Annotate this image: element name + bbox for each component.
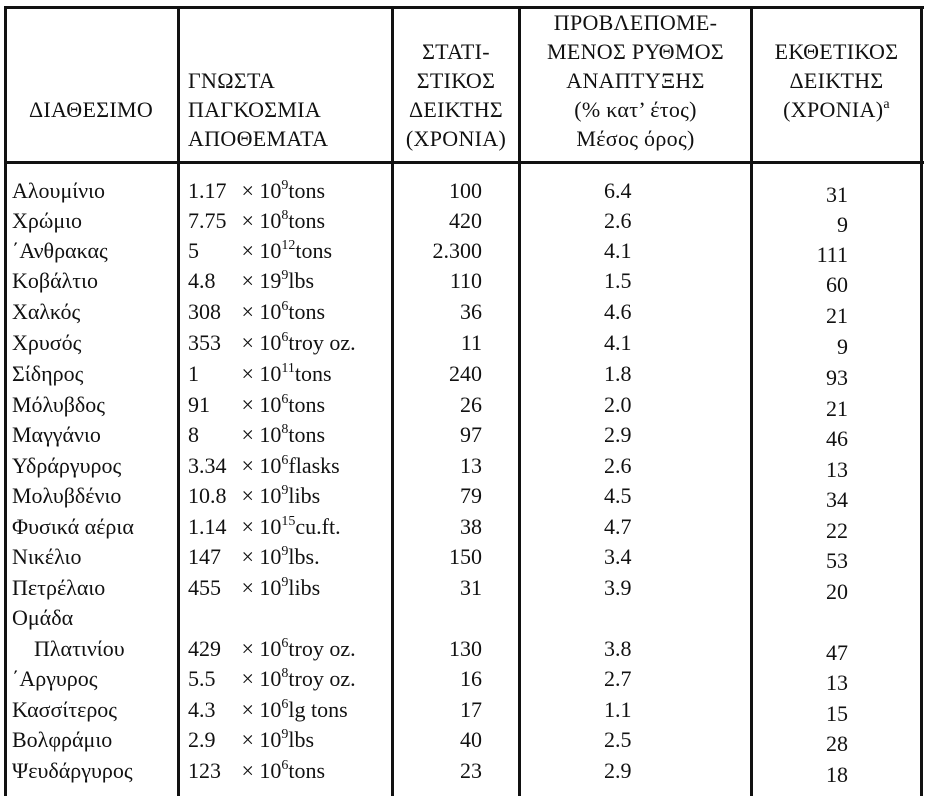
reserves-unit: troy oz. (288, 666, 356, 691)
reserves-unit: lbs (288, 727, 315, 752)
growth-rate-value: 1.5 (604, 268, 632, 293)
reserves-base: 10 (259, 453, 282, 478)
reserves-coefficient: 10.8 (188, 483, 227, 508)
growth-rate-value: 2.6 (604, 453, 632, 478)
reserves-value (188, 697, 348, 723)
exponential-index-value: 47 (826, 640, 848, 665)
static-index-value: 100 (449, 178, 482, 203)
resource-name: Βολφράμιο (12, 727, 113, 752)
reserves-exponent: 9 (281, 178, 289, 193)
reserves-base: 10 (259, 636, 282, 661)
static-index-value: 31 (460, 575, 482, 600)
resource-name: Νικέλιο (12, 544, 82, 569)
reserves-base: 10 (259, 697, 282, 722)
resource-name: Υδράργυρος (12, 453, 122, 478)
reserves-value (188, 483, 320, 509)
reserves-base: 10 (259, 330, 282, 355)
table-border-top (4, 6, 924, 9)
exponential-index-value: 31 (826, 182, 848, 207)
exponential-index-value: 60 (826, 272, 848, 297)
reserves-base: 10 (259, 299, 282, 324)
exponential-index-value: 21 (826, 396, 848, 421)
static-index-value: 240 (449, 361, 482, 386)
static-index-value: 17 (460, 697, 482, 722)
static-index-value: 40 (460, 727, 482, 752)
exponential-index-value: 18 (826, 762, 848, 787)
growth-rate-value: 4.6 (604, 299, 632, 324)
times-sign: × (236, 392, 260, 417)
reserves-base: 10 (259, 666, 282, 691)
reserves-coefficient: 4.3 (188, 697, 216, 722)
growth-rate-value: 2.7 (604, 666, 632, 691)
footnote-marker: a (883, 97, 890, 112)
times-sign: × (236, 758, 260, 783)
reserves-unit: flasks (288, 453, 340, 478)
static-index-value: 26 (460, 392, 482, 417)
exponential-index-value: 53 (826, 548, 848, 573)
reserves-value (188, 208, 325, 234)
exponential-index-value: 9 (837, 334, 848, 359)
growth-rate-value: 2.0 (604, 392, 632, 417)
static-index-value: 13 (460, 453, 482, 478)
reserves-value (188, 361, 332, 387)
reserves-exponent: 8 (281, 422, 289, 437)
reserves-coefficient: 1 (188, 361, 199, 386)
times-sign: × (236, 422, 260, 447)
resource-name: Μολυβδένιο (12, 483, 122, 508)
reserves-unit: tons (294, 361, 332, 386)
resource-name: Σίδηρος (12, 361, 84, 386)
exponential-index-value: 28 (826, 731, 848, 756)
reserves-unit: tons (288, 422, 326, 447)
reserves-value (188, 422, 325, 448)
times-sign: × (236, 483, 260, 508)
reserves-exponent: 6 (281, 697, 289, 712)
times-sign: × (236, 299, 260, 324)
times-sign: × (236, 514, 260, 539)
reserves-unit: libs (288, 575, 321, 600)
resource-name-cont: Πλατινίου (34, 636, 125, 661)
reserves-coefficient: 7.75 (188, 208, 227, 233)
header-growth-rate: ΠΡΟΒΛΕΠΟΜΕ- ΜΕΝΟΣ ΡΥΘΜΟΣ ΑΝΑΠΤΥΞΗΣ (% κατ’ έτος) Μέσος όρος) (547, 10, 724, 151)
reserves-base: 10 (259, 575, 282, 600)
exponential-index-value: 21 (826, 303, 848, 328)
reserves-unit: libs (288, 483, 321, 508)
reserves-coefficient: 4.8 (188, 268, 216, 293)
static-index-value: 97 (460, 422, 482, 447)
resource-name: Χρώμιο (12, 208, 83, 233)
reserves-unit: lbs (288, 268, 315, 293)
reserves-coefficient: 5 (188, 238, 199, 263)
exponential-index-value: 46 (826, 426, 848, 451)
times-sign: × (236, 453, 260, 478)
reserves-coefficient: 429 (188, 636, 221, 661)
exponential-index-value: 34 (826, 487, 848, 512)
static-index-value: 110 (449, 268, 482, 293)
header-reserves: ΓΝΩΣΤΑ ΠΑΓΚΟΣΜΙΑ ΑΠΟΘΕΜΑΤΑ (188, 68, 329, 151)
reserves-coefficient: 147 (188, 544, 221, 569)
growth-rate-value: 1.8 (604, 361, 632, 386)
resource-name: Αλουμίνιο (12, 178, 106, 203)
reserves-exponent: 8 (281, 208, 289, 223)
reserves-coefficient: 1.17 (188, 178, 227, 203)
reserves-unit: troy oz. (288, 636, 356, 661)
reserves-value (188, 636, 356, 662)
reserves-unit: tons (288, 758, 326, 783)
reserves-unit: troy oz. (288, 330, 356, 355)
exponential-index-value: 20 (826, 579, 848, 604)
resource-name: ΄Αργυρος (12, 666, 98, 691)
growth-rate-value: 6.4 (604, 178, 632, 203)
reserves-exponent: 6 (281, 636, 289, 651)
reserves-exponent: 6 (281, 453, 289, 468)
column-divider (177, 6, 180, 796)
reserves-exponent: 11 (281, 361, 295, 376)
reserves-exponent: 9 (281, 268, 289, 283)
times-sign: × (236, 666, 260, 691)
resource-name: Μαγγάνιο (12, 422, 101, 447)
column-divider (750, 6, 753, 796)
reserves-unit: tons (288, 299, 326, 324)
reserves-coefficient: 123 (188, 758, 221, 783)
reserves-value (188, 392, 325, 418)
reserves-value (188, 727, 314, 753)
reserves-exponent: 6 (281, 330, 289, 345)
resource-name: Κασσίτερος (12, 697, 118, 722)
times-sign: × (236, 727, 260, 752)
reserves-coefficient: 308 (188, 299, 221, 324)
reserves-exponent: 12 (281, 238, 296, 253)
header-resource: ΔΙΑΘΕΣΙΜΟ (28, 97, 154, 122)
header-exponential-index: ΕΚΘΕΤΙΚΟΣ ΔΕΙΚΤΗΣ $(XPONIA)^a$ (774, 39, 899, 122)
reserves-value (188, 758, 325, 784)
reserves-coefficient: 91 (188, 392, 210, 417)
resource-name: Χρυσός (12, 330, 82, 355)
reserves-coefficient: 1.14 (188, 514, 227, 539)
static-index-value: 38 (460, 514, 482, 539)
exponential-index-value: 13 (826, 670, 848, 695)
reserves-exponent: 8 (281, 666, 289, 681)
growth-rate-value: 1.1 (604, 697, 632, 722)
reserves-value (188, 330, 356, 356)
growth-rate-value: 2.6 (604, 208, 632, 233)
reserves-unit: lbs. (288, 544, 320, 569)
reserves-exponent: 9 (281, 727, 289, 742)
times-sign: × (236, 208, 260, 233)
resource-name: Ψευδάργυρος (12, 758, 133, 783)
times-sign: × (236, 238, 260, 263)
table-border-left (4, 6, 7, 796)
growth-rate-value: 3.4 (604, 544, 632, 569)
reserves-base: 10 (259, 361, 282, 386)
reserves-coefficient: 353 (188, 330, 221, 355)
reserves-unit: lg tons (288, 697, 348, 722)
reserves-base: 10 (259, 544, 282, 569)
reserves-unit: cu.ft. (295, 514, 341, 539)
resource-name: Πετρέλαιο (12, 575, 106, 600)
header-static-index: ΣΤΑΤΙ- ΣΤΙΚΟΣ ΔΕΙΚΤΗΣ (ΧΡΟΝΙΑ) (405, 39, 507, 151)
reserves-unit: tons (288, 208, 326, 233)
static-index-value: 130 (449, 636, 482, 661)
reserves-value (188, 514, 341, 540)
reserves-value (188, 178, 325, 204)
exponential-index-value: 15 (826, 701, 848, 726)
times-sign: × (236, 544, 260, 569)
reserves-unit: tons (288, 178, 326, 203)
reserves-exponent: 9 (281, 483, 289, 498)
reserves-base: 10 (259, 514, 282, 539)
times-sign: × (236, 178, 260, 203)
growth-rate-value: 2.9 (604, 758, 632, 783)
static-index-value: 2.300 (432, 238, 482, 263)
static-index-value: 16 (460, 666, 482, 691)
resource-name: Φυσικά αέρια (12, 514, 134, 539)
static-index-value: 420 (449, 208, 482, 233)
reserves-base: 10 (259, 758, 282, 783)
times-sign: × (236, 636, 260, 661)
growth-rate-value: 4.7 (604, 514, 632, 539)
reserves-exponent: 6 (281, 299, 289, 314)
reserves-unit: tons (295, 238, 333, 263)
table-border-right (920, 6, 923, 796)
static-index-value: 79 (460, 483, 482, 508)
growth-rate-value: 3.9 (604, 575, 632, 600)
reserves-base: 10 (259, 422, 282, 447)
growth-rate-value: 4.5 (604, 483, 632, 508)
static-index-value: 11 (460, 330, 482, 355)
reserves-value (188, 544, 320, 570)
times-sign: × (236, 330, 260, 355)
reserves-base: 10 (259, 727, 282, 752)
reserves-exponent: 9 (281, 575, 289, 590)
header-divider (4, 161, 924, 164)
resource-name: Χαλκός (12, 299, 81, 324)
times-sign: × (236, 361, 260, 386)
reserves-coefficient: 5.5 (188, 666, 216, 691)
resource-name: ΄Ανθρακας (12, 238, 108, 263)
reserves-base: 19 (259, 268, 282, 293)
reserves-base: 10 (259, 483, 282, 508)
reserves-coefficient: 2.9 (188, 727, 216, 752)
growth-rate-value: 4.1 (604, 330, 632, 355)
exponential-index-value: 22 (826, 518, 848, 543)
reserves-exponent: 6 (281, 758, 289, 773)
reserves-coefficient: 455 (188, 575, 221, 600)
exponential-index-value: 93 (826, 365, 848, 390)
reserves-value (188, 666, 356, 692)
reserves-unit: tons (288, 392, 326, 417)
static-index-value: 150 (449, 544, 482, 569)
reserves-base: 10 (259, 208, 282, 233)
reserves-coefficient: 3.34 (188, 453, 227, 478)
exponential-index-value: 111 (816, 242, 848, 267)
resource-name: Μόλυβδος (12, 392, 105, 417)
reserves-value (188, 238, 332, 264)
reserves-base: 10 (259, 238, 282, 263)
reserves-value (188, 575, 320, 601)
reserves-exponent: 9 (281, 544, 289, 559)
exponential-index-value: 9 (837, 212, 848, 237)
reserves-value (188, 299, 325, 325)
growth-rate-value: 3.8 (604, 636, 632, 661)
reserves-value (188, 453, 340, 479)
reserves-value (188, 268, 314, 294)
growth-rate-value: 2.5 (604, 727, 632, 752)
times-sign: × (236, 697, 260, 722)
reserves-coefficient: 8 (188, 422, 199, 447)
reserves-base: 10 (259, 178, 282, 203)
growth-rate-value: 4.1 (604, 238, 632, 263)
reserves-exponent: 15 (281, 514, 296, 529)
exponential-index-value: 13 (826, 457, 848, 482)
growth-rate-value: 2.9 (604, 422, 632, 447)
resource-name: Κοβάλτιο (12, 268, 99, 293)
resource-name: Ομάδα (12, 605, 74, 630)
times-sign: × (236, 575, 260, 600)
times-sign: × (236, 268, 260, 293)
reserves-exponent: 6 (281, 392, 289, 407)
static-index-value: 36 (460, 299, 482, 324)
static-index-value: 23 (460, 758, 482, 783)
reserves-base: 10 (259, 392, 282, 417)
